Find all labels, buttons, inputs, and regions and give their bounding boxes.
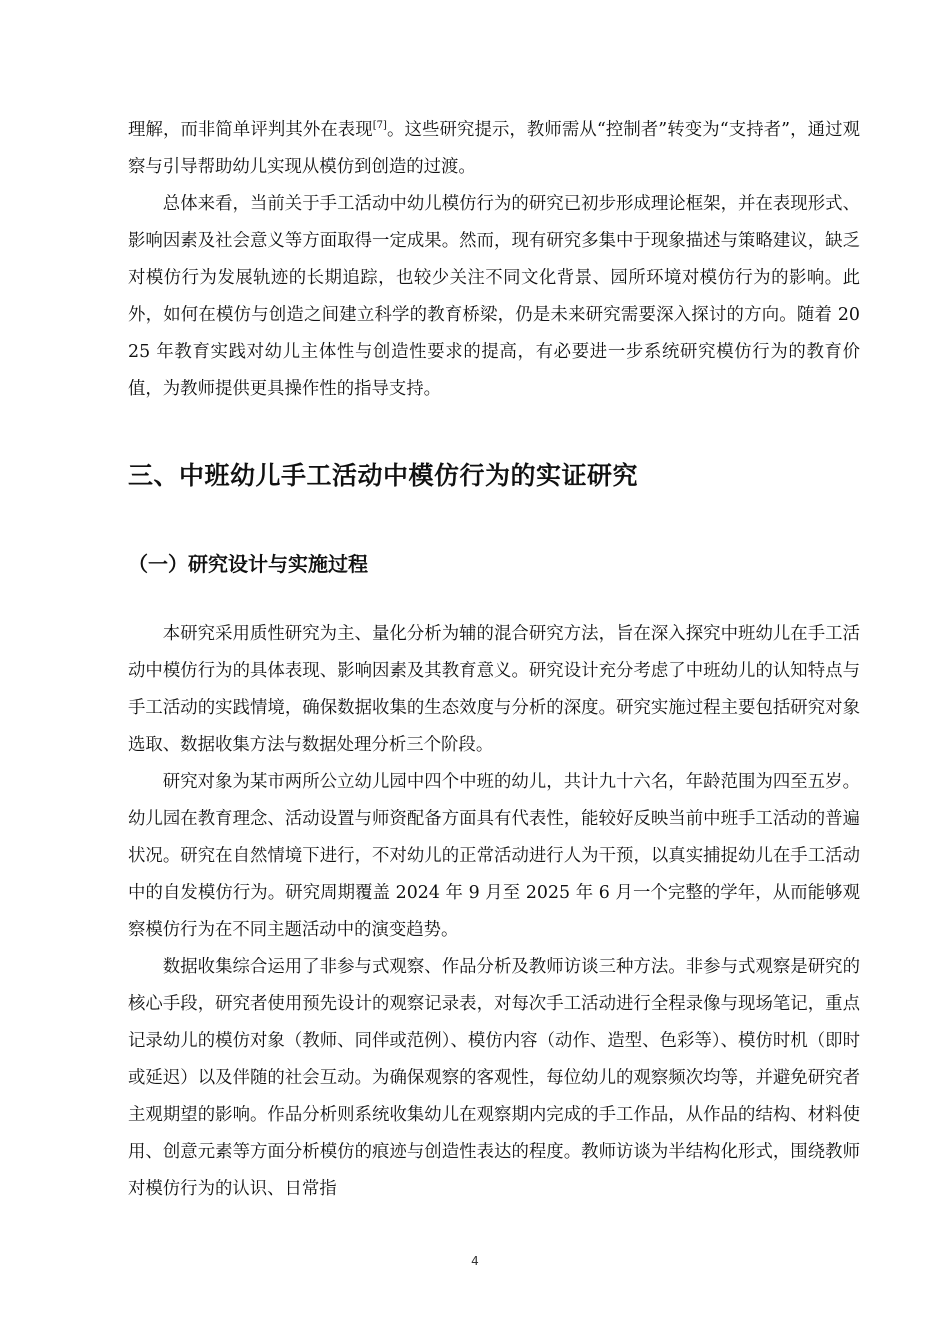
body-paragraph-1: 本研究采用质性研究为主、量化分析为辅的混合研究方法，旨在深入探究中班幼儿在手工活动中模仿行为的具体表现、影响因素及其教育意义。研究设计充分考虑了中班幼儿的认知特点与手工活动的实践情境，确保数据收集的生态效度与分析的深度。研究实施过程主要包括研究对象选取、数据收集方法与数据处理分析三个阶段。 [128, 624, 860, 755]
body-text-block [128, 616, 860, 1208]
intro-paragraph-1-text-after: 。这些研究提示，教师需从“控制者”转变为“支持者”，通过观察与引导帮助幼儿实现从模仿到创造的过渡。 [128, 120, 860, 177]
body-paragraph-2: 研究对象为某市两所公立幼儿园中四个中班的幼儿，共计九十六名，年龄范围为四至五岁。幼儿园在教育理念、活动设置与师资配备方面具有代表性，能较好反映当前中班手工活动的普遍状况。研究在自然情境下进行，不对幼儿的正常活动进行人为干预，以真实捕捉幼儿在手工活动中的自发模仿行为。研究周期覆盖 2024 年 9 月至 2025 年 6 月一个完整的学年，从而能够观察模仿行为在不同主题活动中的演变趋势。 [128, 772, 860, 940]
citation-ref: [7] [372, 120, 387, 132]
intro-paragraph-1-text-before: 理解，而非简单评判其外在表现 [128, 120, 373, 140]
intro-paragraph-2: 总体来看，当前关于手工活动中幼儿模仿行为的研究已初步形成理论框架，并在表现形式、影响因素及社会意义等方面取得一定成果。然而，现有研究多集中于现象描述与策略建议，缺乏对模仿行为发展轨迹的长期追踪，也较少关注不同文化背景、园所环境对模仿行为的影响。此外，如何在模仿与创造之间建立科学的教育桥梁，仍是未来研究需要深入探讨的方向。随着 2025 年教育实践对幼儿主体性与创造性要求的提高，有必要进一步系统研究模仿行为的教育价值，为教师提供更具操作性的指导支持。 [128, 194, 860, 399]
subsection-heading: （一）研究设计与实施过程 [128, 552, 368, 576]
intro-paragraph-1 [128, 112, 860, 186]
page-number: 4 [471, 1254, 479, 1268]
intro-text-block [128, 112, 860, 408]
section-heading: 三、中班幼儿手工活动中模仿行为的实证研究 [128, 461, 639, 490]
body-paragraph-3: 数据收集综合运用了非参与式观察、作品分析及教师访谈三种方法。非参与式观察是研究的核心手段，研究者使用预先设计的观察记录表，对每次手工活动进行全程录像与现场笔记，重点记录幼儿的模仿对象（教师、同伴或范例）、模仿内容（动作、造型、色彩等）、模仿时机（即时或延迟）以及伴随的社会互动。为确保观察的客观性，每位幼儿的观察频次均等，并避免研究者主观期望的影响。作品分析则系统收集幼儿在观察期内完成的手工作品，从作品的结构、材料使用、创意元素等方面分析模仿的痕迹与创造性表达的程度。教师访谈为半结构化形式，围绕教师对模仿行为的认识、日常指 [128, 957, 860, 1199]
